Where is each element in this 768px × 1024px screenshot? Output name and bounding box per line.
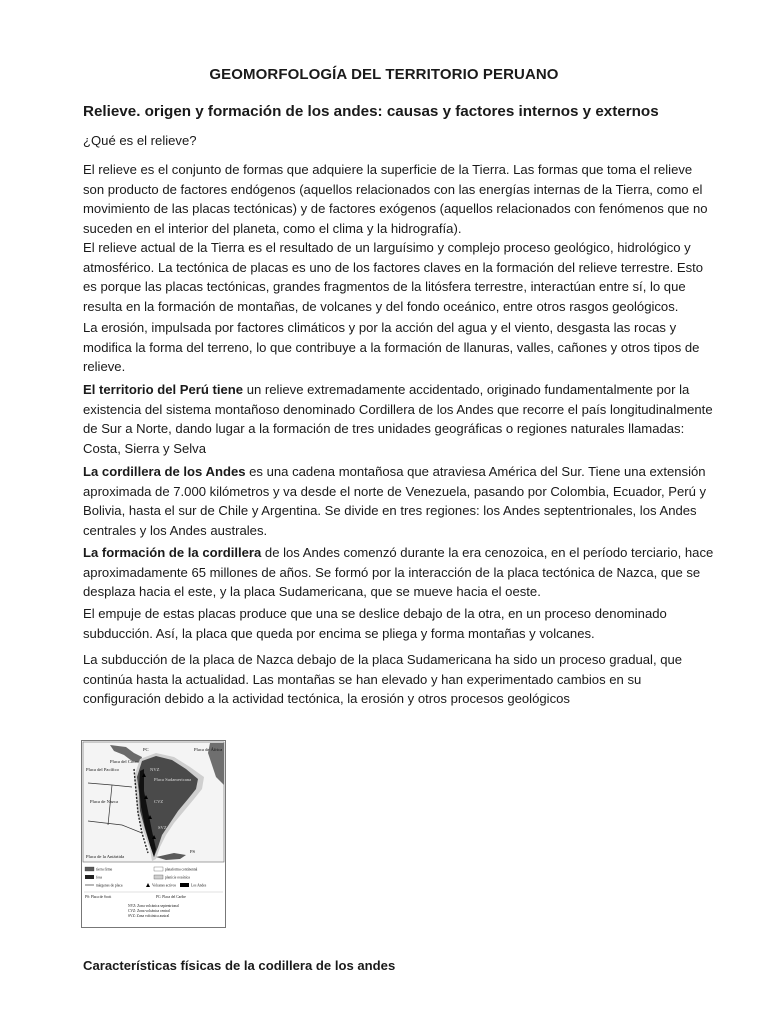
label-svz: SVZ xyxy=(158,825,167,830)
bold-lead: El territorio del Perú tiene xyxy=(83,382,244,397)
label-pc: PC xyxy=(143,747,149,752)
legend-swatch xyxy=(154,867,163,871)
bold-lead: La formación de la cordillera xyxy=(83,545,262,560)
paragraph-actualidad: La subducción de la placa de Nazca debajo de la placa Sudamericana ha sido un proceso gradual, que continúa hasta la actualidad. Las montañas se han elevado y han experimentado cambios en su configuración debido a la actividad tectónica, la erosión y otros procesos geológicos xyxy=(83,652,683,707)
paragraph-text: es una cadena montañosa que atraviesa América del Sur. Tiene una extensión aproximada de 7.000 kilómetros y va desde el norte de Venezuela, pasando por Colombia, Ecuador, Perú y Bolivia, hasta el sur de Chile y Argentina. Se divide en tres regiones: los Andes septentrionales, los Andes centrales y los Andes australes. xyxy=(83,464,707,538)
label-nazca: Placa de Nazca xyxy=(90,799,119,804)
label-sudamericana: Placa Sudamericana xyxy=(154,777,192,782)
legend-swatch xyxy=(154,875,163,879)
legend-item: plataforma continental xyxy=(165,867,198,872)
legend-note: NVZ: Zona volcánica septentrional xyxy=(128,904,179,908)
section-caption: Características físicas de la codillera de los andes xyxy=(83,958,396,973)
paragraph-text: un relieve extremadamente accidentado, originado fundamentalmente por la existencia del sistema montañoso denominado Cordillera de los Andes que recorre el país longitudinalmente de Sur a Norte, dando lugar a la formación de tres unidades geográficas o regiones naturales llamadas: Costa, Sierra y Selva xyxy=(83,382,713,456)
legend-item: Volcanes activos xyxy=(152,883,176,888)
legend-note: PS: Placa de Scott xyxy=(85,895,112,899)
paragraph-formacion xyxy=(83,543,715,602)
legend-item: fosa xyxy=(96,875,102,880)
paragraph-territorio xyxy=(83,380,715,458)
label-africa: Placa de África xyxy=(194,747,223,752)
legend-item: planicie oceánica xyxy=(165,875,190,880)
label-cocos: Placa del Coco xyxy=(110,759,138,764)
legend-item: Los Andes xyxy=(191,883,207,888)
label-pacifico: Placa del Pacífico xyxy=(86,767,119,772)
label-cvz: CVZ xyxy=(154,799,164,804)
paragraph-relieve: El relieve es el conjunto de formas que adquiere la superficie de la Tierra. Las formas que toma el relieve son producto de factores endógenos (aquellos relacionados con las energías internas de la Tierra, como el movimiento de las placas tectónicas) y de factores exógenos (aquellos relacionados con fenómenos que no suceden en el interior del planeta, como el clima y la hidrografía). xyxy=(83,162,708,236)
legend-note: CVZ: Zona volcánica central xyxy=(128,909,170,913)
paragraph-tectonica: El relieve actual de la Tierra es el resultado de un larguísimo y complejo proceso geológico, hidrológico y atmosférico. La tectónica de placas es uno de los factores claves en la formación del relieve terrestre. Esto es porque las placas tectónicas, grandes fragmentos de la litósfera terrestre, interactúan entre sí, lo que resulta en la formación de montañas, de volcanes y del fondo oceánico, entre otros rasgos geológicos. xyxy=(83,240,704,314)
label-ps: PS xyxy=(190,849,196,854)
section-heading: Relieve. origen y formación de los andes: causas y factores internos y externos xyxy=(83,103,659,120)
paragraph-subduccion: El empuje de estas placas produce que una se deslice debajo de la otra, en un proceso denominado subducción. Así, la placa que queda por encima se pliega y forma montañas y volcanes. xyxy=(83,606,667,641)
map-svg xyxy=(82,741,225,927)
paragraph-text: de los Andes comenzó durante la era cenozoica, en el período terciario, hace aproximadamente 65 millones de años. Se formó por la interacción de la placa tectónica de Nazca, que se desplaza hacia el este, y la placa Sudamericana, que se mueve hacia el oeste. xyxy=(83,545,714,600)
paragraph-cordillera xyxy=(83,462,715,540)
label-nvz: NVZ xyxy=(150,767,160,772)
legend-item: tierra firme xyxy=(96,867,113,872)
legend-note: SVZ: Zona volcánica austral xyxy=(128,914,170,918)
question-text: ¿Qué es el relieve? xyxy=(83,133,197,148)
legend-note: PC: Placa del Caribe xyxy=(156,895,186,899)
paragraph-erosion: La erosión, impulsada por factores climáticos y por la acción del agua y el viento, desgasta las rocas y modifica la forma del terreno, lo que contribuye a la formación de llanuras, valles, cañones y otros tipos de relieve. xyxy=(83,320,700,375)
document-title: GEOMORFOLOGÍA DEL TERRITORIO PERUANO xyxy=(209,66,559,83)
legend-item: márgenes de placa xyxy=(96,883,123,888)
legend-swatch xyxy=(85,867,94,871)
label-antartida: Placa de la Antártida xyxy=(86,854,125,859)
legend-swatch xyxy=(85,875,94,879)
bold-lead: La cordillera de los Andes xyxy=(83,464,246,479)
legend-swatch xyxy=(180,883,189,887)
tectonic-plates-map-figure xyxy=(81,740,226,928)
